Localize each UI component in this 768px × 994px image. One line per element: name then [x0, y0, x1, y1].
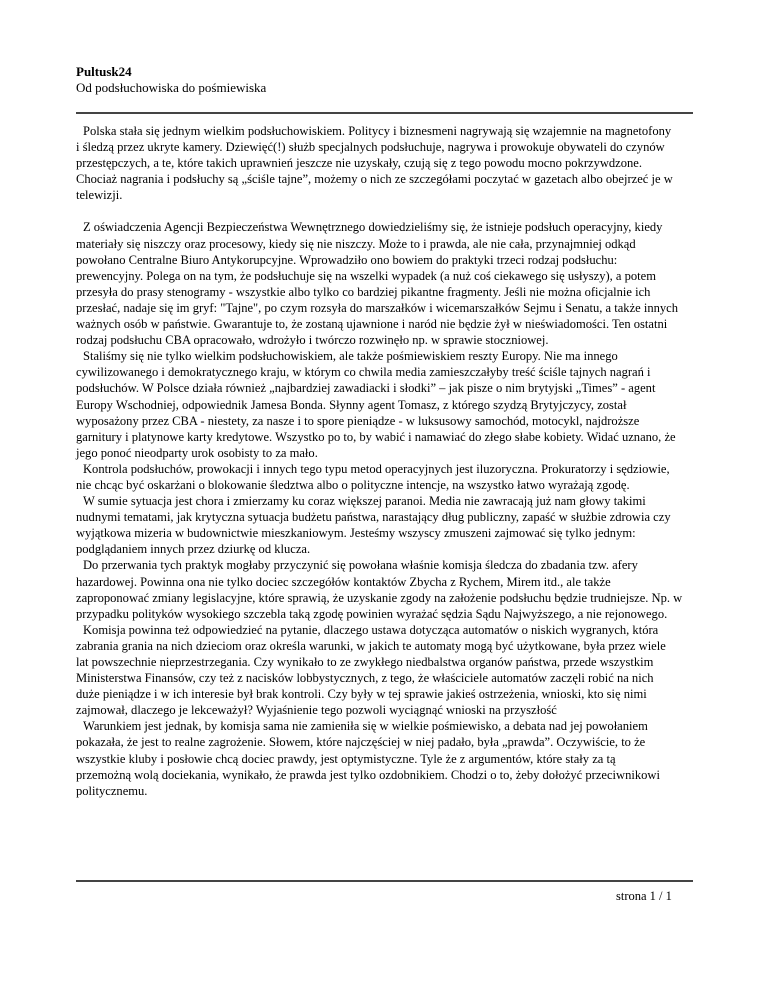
document-header: [76, 64, 696, 96]
paragraph: W sumie sytuacja jest chora i zmierzamy ku coraz większej paranoi. Media nie zawracają już nam głowy takimi nudnymi tematami, jak krytyczna sytuacja budżetu państwa, narastający dług publiczny, zapaść w służbie zdrowia czy wyjątkowa mizeria w budownictwie mieszkaniowym. Jesteśmy wszyscy zmuszeni zajmować się tylko jednym: podglądaniem innych przez dziurkę od klucza.: [76, 494, 671, 557]
header-divider: [76, 112, 693, 114]
paragraph: Z oświadczenia Agencji Bezpieczeństwa Wewnętrznego dowiedzieliśmy się, że istnieje podsłuch operacyjny, kiedy materiały się niszczy oraz procesowy, kiedy się nie niszczy. Może to i prawda, ale nie cała, przynajmniej odkąd powołano Centralne Biuro Antykorupcyjne. Wprowadziło ono bowiem do praktyki trzeci rodzaj podsłuchu: prewencyjny. Polega on na tym, że podsłuchuje się na wszelki wypadek (a nuż coś ciekawego się usłyszy), a potem przesyła do prasy stenogramy - wszystkie albo tylko co bardziej pikantne fragmenty. Jeśli nie można oficjalnie ich przesłać, nadaje się im gryf: "Tajne", po czym rozsyła do marszałków i wicemarszałków Sejmu i Senatu, a także innych ważnych osób w państwie. Gwarantuje to, że zostaną ujawnione i naród nie będzie żył w nieświadomości. Ten ostatni rodzaj podsłuchu CBA opracowało, wdrożyło i twórczo rozwinęło np. w sprawie stoczniowej.: [76, 220, 678, 348]
paragraph: Kontrola podsłuchów, prowokacji i innych tego typu metod operacyjnych jest iluzoryczna. Prokuratorzy i sędziowie, nie chcąc być oskarżani o blokowanie śledztwa albo o polityczne intencje, na wszystko łatwo wyrażają zgodę.: [76, 461, 670, 492]
footer-divider: [76, 880, 693, 882]
article-body: [76, 123, 696, 799]
paragraph: Staliśmy się nie tylko wielkim podsłuchowiskiem, ale także pośmiewiskiem reszty Europy. Nie ma innego cywilizowanego i demokratycznego kraju, w którym co chwila media zamieszczałyby treść ściśle tajnych nagrań i podsłuchów. W Polsce działa również „najbardziej zawadiacki i słodki” – jak pisze o nim brytyjski „Times” - agent Europy Wschodniej, odpowiednik Jamesa Bonda. Słynny agent Tomasz, z którego szydzą Brytyjczycy, został wyposażony przez CBA - niestety, za nasze i to spore pieniądze - w luksusowy samochód, motocykl, najdroższe garnitury i platynowe karty kredytowe. Wszystko po to, by wabić i namawiać do złego słabe kobiety. Widać uznano, że jego ponoć nieodparty urok osobisty to za mało.: [76, 349, 676, 460]
paragraph: Komisja powinna też odpowiedzieć na pytanie, dlaczego ustawa dotycząca automatów o niskich wygranych, która zabrania grania na nich dzieciom oraz określa warunki, w jakich te automaty mogą być użytkowane, była przez wiele lat powszechnie nieprzestrzegania. Czy wynikało to ze zwykłego niedbalstwa organów państwa, przede wszystkim Ministerstwa Finansów, czy też z nacisków lobbystycznych, z tego, że właściciele automatów zaczęli robić na nich duże pieniądze i w ich interesie był brak kontroli. Czy były w tej sprawie jakieś ostrzeżenia, wnioski, kto się nimi zajmował, dlaczego je lekceważył? Wyjaśnienie tego pozwoli wyciągnąć wnioski na przyszłość: [76, 622, 666, 718]
paragraph: Polska stała się jednym wielkim podsłuchowiskiem. Politycy i biznesmeni nagrywają się wzajemnie na magnetofony i śledzą przez ukryte kamery. Dziewięć(!) służb specjalnych podsłuchuje, nagrywa i prowokuje obywateli do czynów przestępczych, a te, które takich uprawnień jeszcze nie uzyskały, czują się z tego powodu mocno pokrzywdzone. Chociaż nagrania i podsłuchy są „ściśle tajne”, możemy o nich ze szczegółami poczytać w gazetach albo obejrzeć je w telewizji.: [76, 124, 673, 203]
paragraph: Warunkiem jest jednak, by komisja sama nie zamieniła się w wielkie pośmiewisko, a debata nad jej powołaniem pokazała, że jest to realne zagrożenie. Słowem, które najczęściej w niej padało, była „prawda”. Oczywiście, to że wszystkie kluby i posłowie chcą dociec prawdy, jest optymistyczne. Tyle że z argumentów, które stały za tą przemożną wolą dociekania, wynikało, że prawda jest tylko ozdobnikiem. Chodzi o to, żeby dołożyć przeciwnikowi politycznemu.: [76, 719, 660, 798]
article-title: Od podsłuchowiska do pośmiewiska: [76, 80, 267, 95]
page-number: strona 1 / 1: [616, 889, 672, 903]
paragraph: Do przerwania tych praktyk mogłaby przyczynić się powołana właśnie komisja śledcza do zbadania tzw. afery hazardowej. Powinna ona nie tylko dociec szczegółów kontaktów Zbycha z Rychem, Mirem itd., ale także zaproponować zmiany legislacyjne, które sprawią, że uzyskanie zgody na założenie podsłuchu będzie trudniejsze. Np. w przypadku polityków wysokiego szczebla taką zgodę powinien wyrażać sędzia Sądu Najwyższego, a nie rejonowego.: [76, 558, 683, 621]
site-title: Pultusk24: [76, 64, 132, 79]
